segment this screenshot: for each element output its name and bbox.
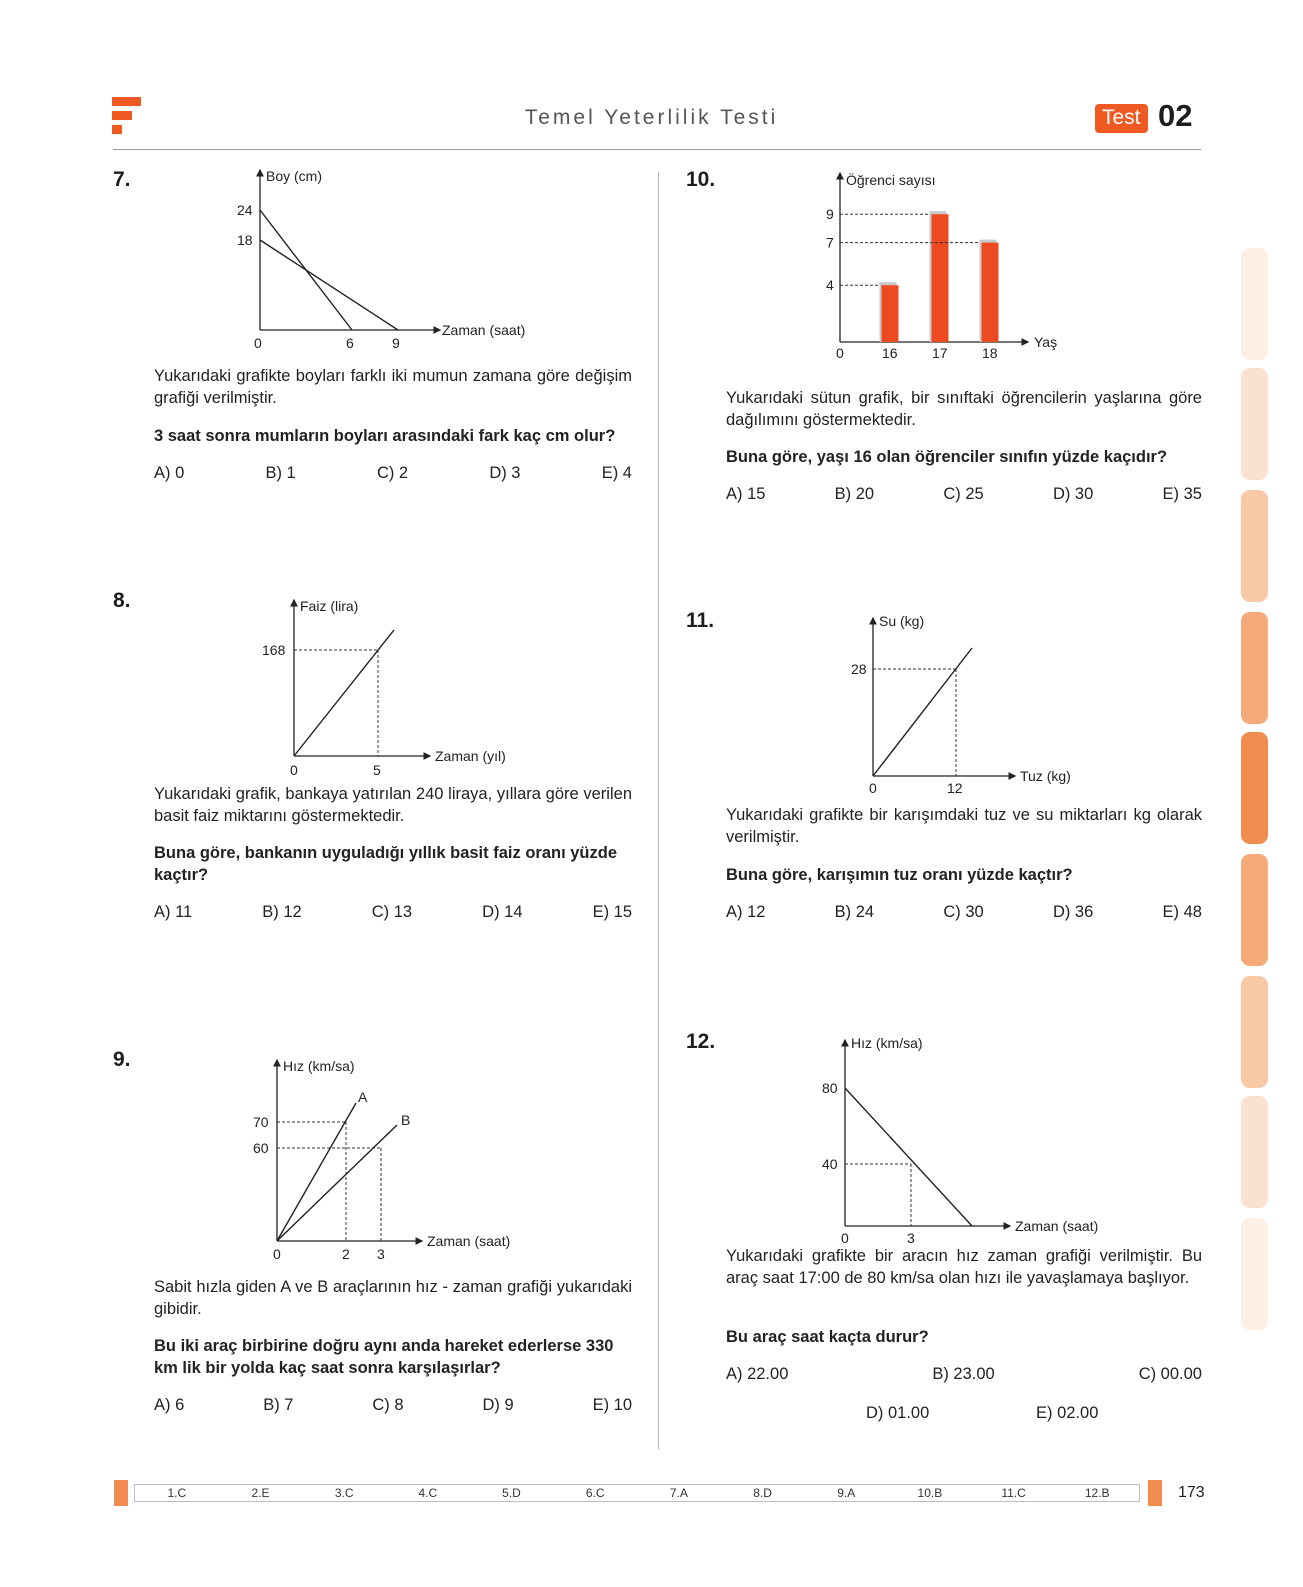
option-c[interactable]: C) 25 (943, 485, 984, 503)
option-d[interactable]: D) 14 (482, 903, 523, 921)
answer-key-item: 6.C (585, 1486, 605, 1500)
option-b[interactable]: B) 1 (265, 464, 296, 482)
option-c[interactable]: C) 8 (372, 1396, 404, 1414)
x-label: Tuz (kg) (1020, 768, 1071, 784)
x-tick: 3 (377, 1246, 385, 1262)
bar (882, 285, 899, 342)
x-label: Zaman (yıl) (435, 748, 506, 764)
side-tab-9 (1241, 1218, 1268, 1330)
answer-key-bar (134, 1484, 1140, 1502)
x-label: Yaş (1034, 334, 1058, 350)
answer-key-item: 10.B (917, 1486, 943, 1500)
test-badge: Test (1095, 104, 1148, 133)
x-label: Zaman (saat) (442, 322, 526, 338)
question-prompt: 3 saat sonra mumların boyları arasındaki fark kaç cm olur? (154, 427, 616, 445)
question-text: Sabit hızla giden A ve B araçlarının hız - zaman grafiği yukarıdaki gibidir. (154, 1278, 632, 1318)
question-text: Yukarıdaki grafikte bir karışımdaki tuz ve su miktarları kg olarak verilmiştir. (726, 806, 1202, 846)
option-d[interactable]: D) 9 (482, 1396, 514, 1414)
x-tick: 0 (254, 335, 262, 351)
answer-key-item: 11.C (1001, 1486, 1026, 1500)
question-text: Yukarıdaki grafikte boyları farklı iki mumun zamana göre değişim grafiği verilmiştir. (154, 367, 632, 407)
answer-key-item: 7.A (669, 1486, 688, 1500)
bar (932, 214, 949, 342)
option-d[interactable]: D) 30 (1052, 485, 1094, 503)
option-a[interactable]: A) 22.00 (726, 1365, 789, 1383)
line-candle-2 (260, 240, 398, 330)
option-a[interactable]: A) 12 (726, 903, 766, 921)
x-label: Zaman (saat) (427, 1233, 511, 1249)
option-b[interactable]: B) 23.00 (932, 1365, 995, 1383)
q12-graph (815, 1035, 1115, 1245)
y-label: Su (kg) (879, 613, 925, 629)
question-number: 9. (113, 1048, 131, 1071)
y-label: Boy (cm) (266, 168, 322, 184)
q7-graph (230, 165, 560, 355)
footer-orange-block-right (1148, 1480, 1162, 1506)
y-tick: 24 (237, 202, 253, 218)
line-b-label: B (401, 1112, 411, 1128)
answer-options (154, 1396, 632, 1415)
x-tick: 5 (373, 762, 381, 778)
side-tab-7 (1241, 976, 1268, 1088)
x-tick: 3 (907, 1230, 915, 1246)
answer-options (726, 485, 1202, 504)
answer-key-item: 4.C (418, 1486, 438, 1500)
option-e[interactable]: E) 10 (592, 1396, 632, 1414)
question-number: 11. (686, 609, 715, 632)
y-tick: 28 (851, 661, 867, 677)
option-d[interactable]: D) 3 (489, 464, 521, 482)
line-mixture (873, 648, 972, 776)
answer-key-item: 9.A (837, 1486, 856, 1500)
option-c[interactable]: C) 00.00 (1138, 1365, 1202, 1383)
y-label: Hız (km/sa) (851, 1035, 923, 1051)
question-prompt: Buna göre, yaşı 16 olan öğrenciler sınıfın yüzde kaçıdır? (726, 448, 1168, 466)
y-tick: 4 (826, 277, 834, 294)
line-b (277, 1125, 397, 1241)
y-tick: 7 (826, 234, 834, 251)
x-tick: 2 (342, 1246, 350, 1262)
option-b[interactable]: B) 12 (262, 903, 302, 921)
x-tick: 9 (392, 335, 400, 351)
question-prompt: Bu iki araç birbirine doğru aynı anda hareket ederlerse 330 km lik bir yolda kaç saat sonra karşılaşırlar? (154, 1337, 614, 1377)
option-d[interactable]: D) 36 (1052, 903, 1094, 921)
answer-key-item: 3.C (334, 1486, 354, 1500)
option-e[interactable]: E) 02.00 (1036, 1404, 1099, 1422)
option-a[interactable]: A) 11 (154, 903, 193, 921)
option-c[interactable]: C) 13 (371, 903, 413, 921)
option-b[interactable]: B) 24 (834, 903, 875, 921)
x-tick: 0 (841, 1230, 849, 1246)
header-divider (113, 149, 1201, 150)
x-tick: 0 (836, 345, 844, 361)
y-label: Faiz (lira) (300, 598, 359, 614)
answer-options (154, 464, 632, 483)
option-e[interactable]: E) 4 (601, 464, 632, 482)
side-tab-2 (1241, 368, 1268, 480)
side-tab-6 (1241, 854, 1268, 966)
answer-key-item: 5.D (502, 1486, 521, 1500)
question-prompt: Bu araç saat kaçta durur? (726, 1328, 929, 1346)
q9-graph (250, 1055, 550, 1265)
x-tick: 12 (947, 780, 963, 796)
side-tab-3 (1241, 490, 1268, 602)
test-number: 02 (1158, 98, 1193, 133)
line-speed (845, 1088, 972, 1226)
y-label: Hız (km/sa) (283, 1058, 355, 1074)
line-a (277, 1103, 356, 1241)
answer-key-item: 2.E (251, 1486, 270, 1500)
option-a[interactable]: A) 15 (726, 485, 766, 503)
question-prompt: Buna göre, karışımın tuz oranı yüzde kaçtır? (726, 866, 1073, 884)
option-a[interactable]: A) 6 (154, 1396, 185, 1414)
answer-key-item: 1.C (167, 1486, 187, 1500)
question-number: 10. (686, 168, 716, 191)
option-d[interactable]: D) 01.00 (866, 1404, 930, 1422)
option-c[interactable]: C) 2 (376, 464, 409, 482)
bar (982, 243, 999, 342)
x-tick: 18 (982, 345, 998, 361)
footer-orange-block-left (114, 1480, 128, 1506)
question-number: 12. (686, 1030, 716, 1053)
side-tab-1 (1241, 248, 1268, 360)
side-tab-5 (1241, 732, 1268, 844)
question-text: Yukarıdaki grafik, bankaya yatırılan 240 liraya, yıllara göre verilen basit faiz miktarını göstermektedir. (154, 785, 632, 825)
option-b[interactable]: B) 7 (263, 1396, 294, 1414)
x-label: Zaman (saat) (1015, 1218, 1099, 1234)
answer-key-item: 8.D (753, 1486, 772, 1500)
y-tick: 70 (253, 1114, 269, 1130)
option-b[interactable]: B) 20 (834, 485, 875, 503)
y-tick: 9 (826, 206, 834, 223)
x-tick: 0 (869, 780, 877, 796)
option-e[interactable]: E) 15 (592, 903, 632, 921)
y-tick: 18 (237, 232, 253, 248)
x-tick: 16 (882, 345, 898, 361)
q8-graph (260, 595, 550, 778)
question-text: Yukarıdaki grafikte bir aracın hız zaman grafiği verilmiştir. Bu araç saat 17:00 de 80 km/sa olan hızı ile yavaşlamaya başlıyor. (726, 1247, 1202, 1287)
option-e[interactable]: E) 48 (1162, 903, 1202, 921)
column-divider (658, 172, 659, 1449)
option-e[interactable]: E) 35 (1162, 485, 1202, 503)
answer-options-row1 (726, 1365, 1202, 1384)
side-tab-8 (1241, 1096, 1268, 1208)
y-tick: 40 (822, 1156, 838, 1172)
option-a[interactable]: A) 0 (154, 464, 185, 482)
y-label: Öğrenci sayısı (846, 172, 936, 188)
line-a-label: A (358, 1089, 368, 1105)
option-c[interactable]: C) 30 (943, 903, 984, 921)
q11-graph (845, 613, 1095, 796)
question-number: 7. (113, 168, 131, 191)
page-number: 173 (1178, 1484, 1205, 1501)
x-tick: 17 (932, 345, 948, 361)
y-tick: 60 (253, 1140, 269, 1156)
answer-options (726, 903, 1202, 922)
x-tick: 6 (346, 335, 354, 351)
question-text: Yukarıdaki sütun grafik, bir sınıftaki öğrencilerin yaşlarına göre dağılımını göstermektedir. (726, 389, 1202, 429)
answer-options (154, 903, 632, 922)
q10-chart (826, 170, 1100, 370)
side-tab-4 (1241, 612, 1268, 724)
y-tick: 80 (822, 1080, 838, 1096)
x-tick: 0 (273, 1246, 281, 1262)
question-number: 8. (113, 589, 131, 612)
header-title: Temel Yeterlilik Testi (524, 106, 779, 129)
y-tick: 168 (262, 642, 286, 658)
line-interest (294, 630, 394, 756)
answer-key-item: 12.B (1084, 1486, 1110, 1500)
x-tick: 0 (290, 762, 298, 778)
question-prompt: Buna göre, bankanın uyguladığı yıllık basit faiz oranı yüzde kaçtır? (154, 844, 617, 884)
